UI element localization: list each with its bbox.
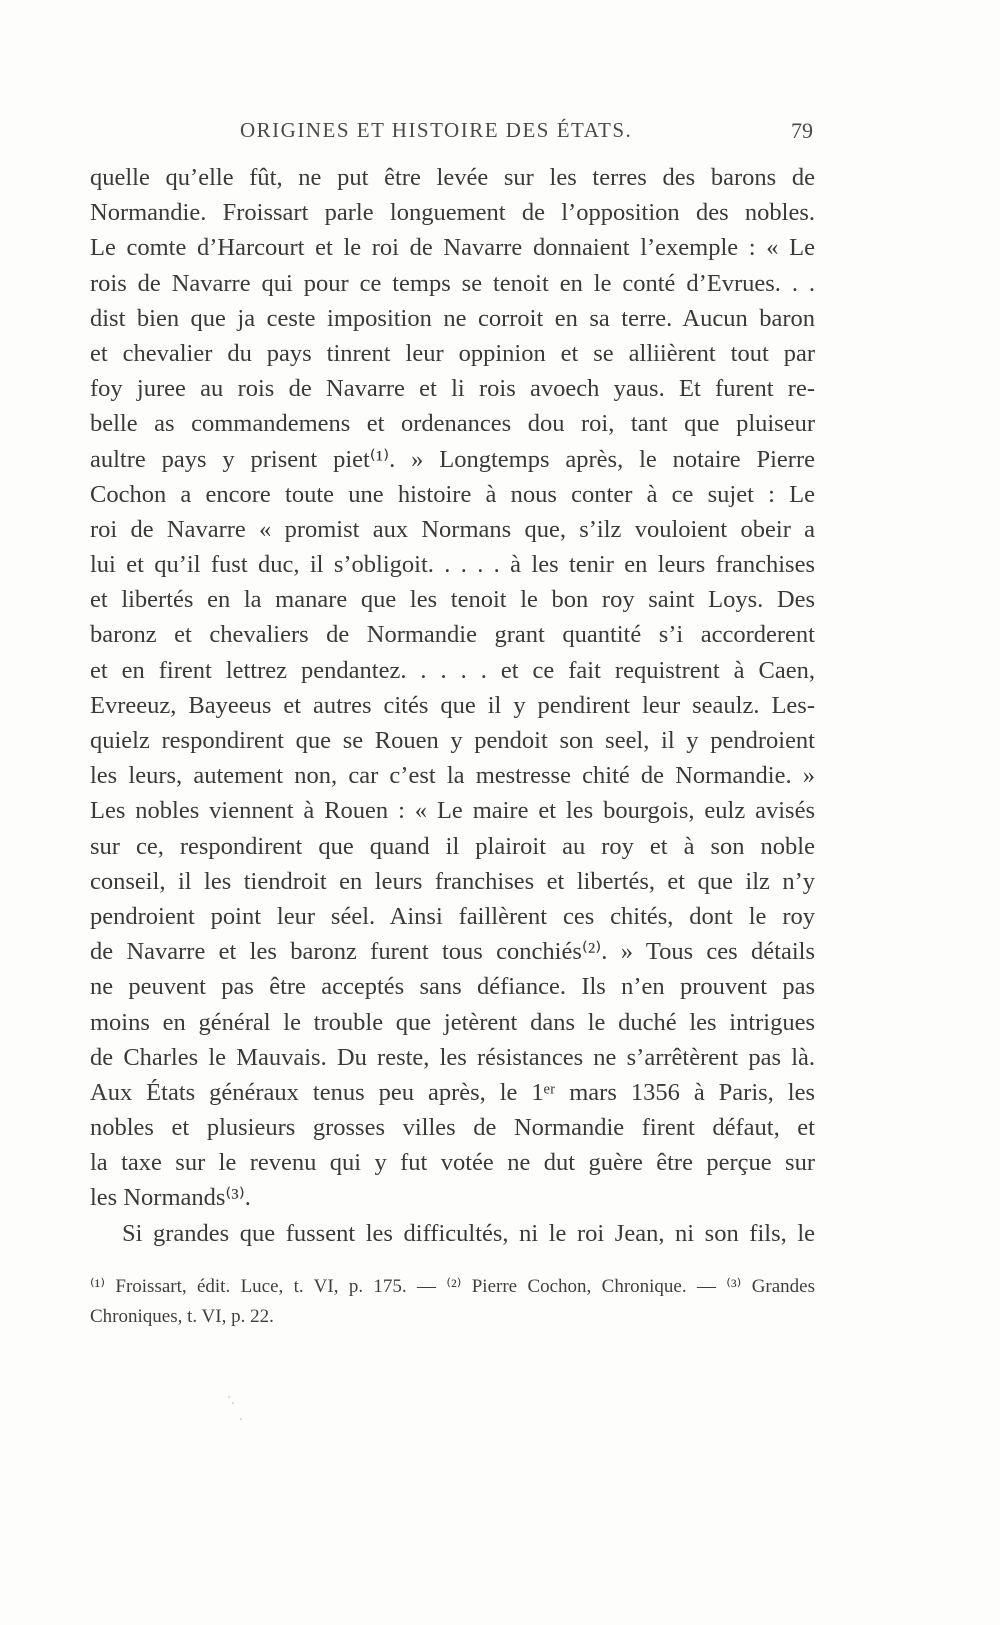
text-line: roi de Navarre « promist aux Normans que, s’ilz vouloient obeir a xyxy=(90,515,815,543)
text-line: de Charles le Mauvais. Du reste, les résistances ne s’arrêtèrent pas là. xyxy=(90,1043,815,1071)
text-line: Le comte d’Harcourt et le roi de Navarre donnaient l’exemple : « Le xyxy=(90,234,815,262)
text-line: baronz et chevaliers de Normandie grant quantité s’i accorderent xyxy=(90,621,815,649)
text-line: et en firent lettrez pendantez. . . . . et ce fait requistrent à Caen, xyxy=(90,656,815,684)
text-line: rois de Navarre qui pour ce temps se tenoit en le conté d’Evrues. . . xyxy=(90,269,815,297)
footnote-line: ⁽¹⁾ Froissart, édit. Luce, t. VI, p. 175. — ⁽²⁾ Pierre Cochon, Chronique. — ⁽³⁾ Grandes xyxy=(90,1276,815,1297)
paper-speck xyxy=(240,1418,242,1420)
running-head xyxy=(90,118,815,148)
text-line: quelle qu’elle fût, ne put être levée sur les terres des barons de xyxy=(90,164,815,191)
text-line: pendroient point leur séel. Ainsi faillèrent ces chités, dont le roy xyxy=(90,902,815,930)
text-line: dist bien que ja ceste imposition ne corroit en sa terre. Aucun baron xyxy=(90,304,815,332)
text-line: de Navarre et les baronz furent tous conchiés⁽²⁾. » Tous ces détails xyxy=(90,938,815,966)
text-line: Si grandes que fussent les difficultés, ni le roi Jean, ni son fils, le xyxy=(122,1219,815,1247)
text-line: la taxe sur le revenu qui y fut votée ne dut guère être perçue sur xyxy=(90,1149,815,1177)
paper-speck xyxy=(232,1402,234,1404)
text-line: quielz respondirent que se Rouen y pendoit son seel, il y pendroient xyxy=(90,727,815,754)
text-line: aultre pays y prisent piet⁽¹⁾. » Longtemps après, le notaire Pierre xyxy=(90,445,815,473)
text-line: Normandie. Froissart parle longuement de l’opposition des nobles. xyxy=(90,199,815,227)
text-line: Les nobles viennent à Rouen : « Le maire et les bourgois, eulz avisés xyxy=(90,797,815,825)
footnote-line: Chroniques, t. VI, p. 22. xyxy=(90,1306,274,1327)
page-number: 79 xyxy=(791,118,813,143)
footnotes xyxy=(90,1272,815,1332)
text-line: moins en général le trouble que jetèrent dans le duché les intrigues xyxy=(90,1008,815,1036)
text-line: lui et qu’il fust duc, il s’obligoit. . . . . à les tenir en leurs franchises xyxy=(90,551,815,579)
running-title: ORIGINES ET HISTOIRE DES ÉTATS. xyxy=(240,118,633,142)
text-line: foy juree au rois de Navarre et li rois avoech yaus. Et furent re- xyxy=(90,375,815,403)
text-line: nobles et plusieurs grosses villes de Normandie firent défaut, et xyxy=(90,1114,815,1142)
text-line: et libertés en la manare que les tenoit le bon roy saint Loys. Des xyxy=(90,586,815,614)
text-line: belle as commandemens et ordenances dou roi, tant que pluiseur xyxy=(90,410,815,438)
text-line: Evreeuz, Bayeeus et autres cités que il y pendirent leur seaulz. Les- xyxy=(90,691,815,719)
text-line: Aux États généraux tenus peu après, le 1ᵉʳ mars 1356 à Paris, les xyxy=(90,1078,815,1106)
text-line: Cochon a encore toute une histoire à nous conter à ce sujet : Le xyxy=(90,480,815,508)
text-line: sur ce, respondirent que quand il plairoit au roy et à son noble xyxy=(90,832,815,860)
text-line: ne peuvent pas être acceptés sans défiance. Ils n’en prouvent pas xyxy=(90,973,815,1001)
text-line: les leurs, autement non, car c’est la mestresse chité de Normandie. » xyxy=(90,762,815,790)
body-text xyxy=(90,160,815,1251)
paper-speck xyxy=(228,1396,230,1398)
text-line: et chevalier du pays tinrent leur oppinion et se alliièrent tout par xyxy=(90,339,815,367)
text-line: conseil, il les tiendroit en leurs franchises et libertés, et que ilz n’y xyxy=(90,867,815,895)
text-line: les Normands⁽³⁾. xyxy=(90,1184,251,1212)
